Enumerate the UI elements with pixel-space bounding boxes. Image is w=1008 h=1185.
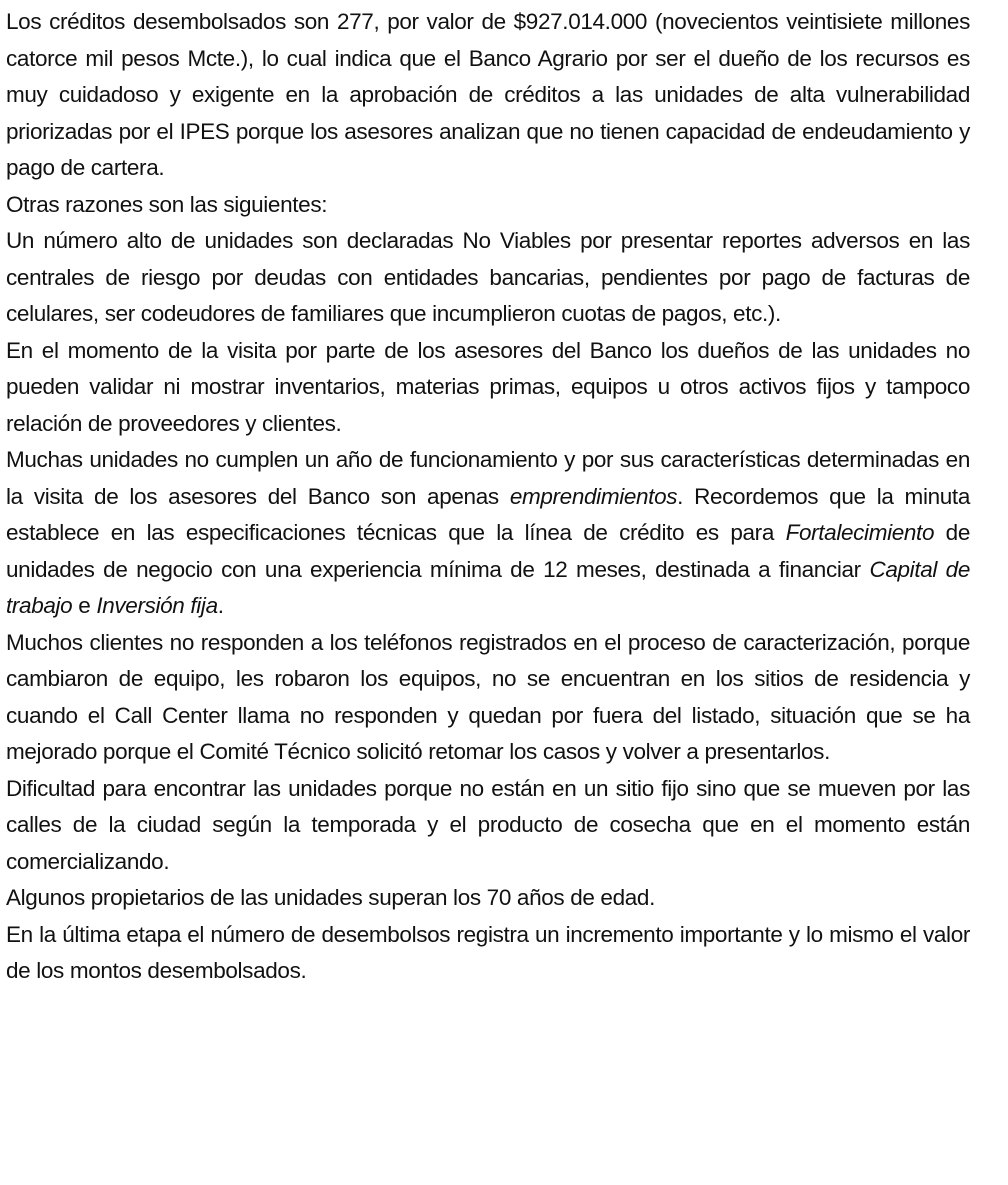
paragraph-ultima-etapa: En la última etapa el número de desembolsos registra un incremento importante y lo mismo el valor de los montos desembolsados. xyxy=(6,921,970,983)
text-segment: de unidades de negocio con una experiencia mínima de 12 meses, destinada a financiar xyxy=(6,520,971,582)
italic-inversion-fija: Inversión fija xyxy=(96,593,218,618)
paragraph-clientes-no-responden: Muchos clientes no responden a los teléfonos registrados en el proceso de caracterización, porque cambiaron de equipo, les robaron los equipos, no se encuentran en los sitios de residencia y cuando el Call Center llama no responden y quedan por fuera del listado, situación que se ha mejorado porque el Comité Técnico solicitó retomar los casos y volver a presentarlos. xyxy=(6,629,970,764)
text-segment: e xyxy=(72,593,97,618)
paragraph-creditos-desembolsados: Los créditos desembolsados son 277, por valor de $927.014.000 (novecientos veintisiete millones catorce mil pesos Mcte.), lo cual indica que el Banco Agrario por ser el dueño de los recursos es muy cuidadoso y exigente en la aprobación de créditos a las unidades de alta vulnerabilidad priorizadas por el IPES porque los asesores analizan que no tienen capacidad de endeudamiento y pago de cartera. xyxy=(6,9,970,180)
text-segment: Muchas unidades no cumplen un año de funcionamiento y por sus características determinadas en la visita de los asesores del Banco son apenas xyxy=(6,447,970,509)
italic-emprendimientos: emprendimientos xyxy=(509,483,678,509)
paragraph-otras-razones: Otras razones son las siguientes: xyxy=(6,191,328,217)
italic-capital-trabajo: Capital de trabajo xyxy=(6,556,970,618)
paragraph-no-viables: Un número alto de unidades son declaradas No Viables por presentar reportes adversos en las centrales de riesgo por deudas con entidades bancarias, pendientes por pago de facturas de celulares, ser codeudores de familiares que incumplieron cuotas de pagos, etc.). xyxy=(6,228,970,326)
italic-fortalecimiento: Fortalecimiento xyxy=(785,520,935,545)
paragraph-funcionamiento xyxy=(6,442,970,625)
text-segment: . xyxy=(217,593,224,618)
document-page xyxy=(6,4,970,990)
paragraph-visita-asesores: En el momento de la visita por parte de los asesores del Banco los dueños de las unidades no pueden validar ni mostrar inventarios, materias primas, equipos u otros activos fijos y tampoco relación de proveedores y clientes. xyxy=(6,337,970,436)
paragraph-dificultad-encontrar: Dificultad para encontrar las unidades porque no están en un sitio fijo sino que se mueven por las calles de la ciudad según la temporada y el producto de cosecha que en el momento están comercializando. xyxy=(6,775,970,874)
text-segment: . Recordemos que la minuta establece en las especificaciones técnicas que la línea de crédito es para xyxy=(6,483,970,545)
paragraph-propietarios-edad: Algunos propietarios de las unidades superan los 70 años de edad. xyxy=(6,885,655,910)
